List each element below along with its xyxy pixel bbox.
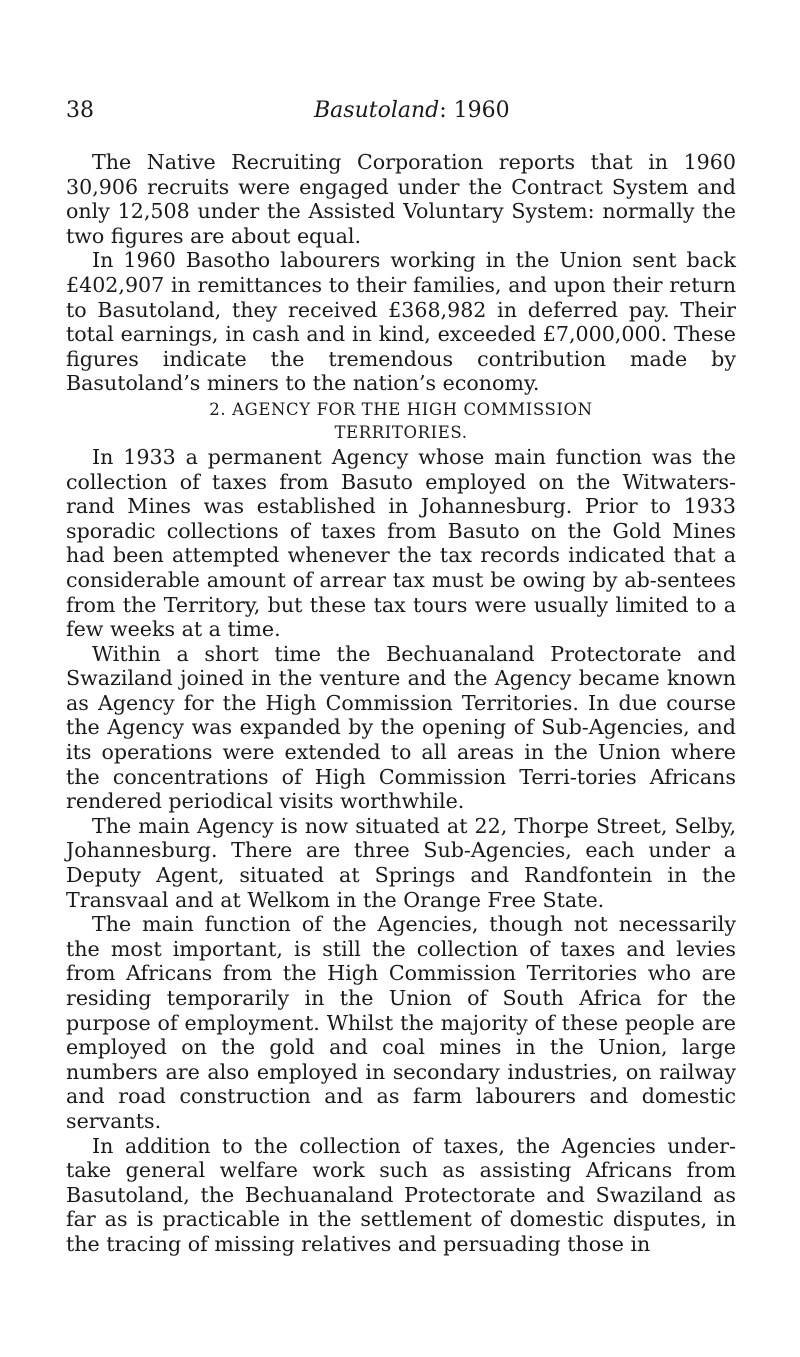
paragraph-agency-location: The main Agency is now situated at 22, Thorpe Street, Selby, Johannesburg. There are three Sub-Agencies, each under a Deputy Agent, situated at Springs and Randfontein in the Transvaal and at Welkom in the Orange Free State. [66,813,736,912]
paragraph-agency-function: The main function of the Agencies, though not necessarily the most important, is still the collection of taxes and levies from Africans from the High Commission Territories who are residing temporarily in the Union of South Africa for the purpose of employment. Whilst the majority of these people are employed on the gold and coal mines in the Union, large numbers are also employed in secondary industries, on railway and road construction and as farm labourers and domestic servants. [66,912,736,1133]
running-title-suffix: : 1960 [439,98,510,123]
paragraph-agency-history: In 1933 a permanent Agency whose main function was the collection of taxes from Basuto employed on the Witwaters-rand Mines was established in Johannesburg. Prior to 1933 sporadic collections of taxes from Basuto on the Gold Mines had been attempted whenever the tax records indicated that a considerable amount of arrear tax must be owing by ab-sentees from the Territory, but these tax tours were usually limited to a few weeks at a time. [66,444,736,642]
body-text [66,150,736,1257]
paragraph-remittances: In 1960 Basotho labourers working in the Union sent back £402,907 in remittances to their families, and upon their return to Basutoland, they received £368,982 in deferred pay. Their total earnings, in cash and in kind, exceeded £7,000,000. These figures indicate the tremendous contribution made by Basutoland’s miners to the nation’s economy. [66,248,736,396]
paragraph-welfare-work: In addition to the collection of taxes, the Agencies under-take general welfare work such as assisting Africans from Basutoland, the Bechuanaland Protectorate and Swaziland as far as is practicable in the settlement of domestic disputes, in the tracing of missing relatives and persuading those in [66,1133,736,1256]
section-heading-line-2: TERRITORIES. [334,422,468,442]
page-number: 38 [66,98,94,123]
running-header [66,98,736,130]
running-title [314,98,510,123]
section-heading-line-1: 2. AGENCY FOR THE HIGH COMMISSION [209,399,593,419]
paragraph-agency-expansion: Within a short time the Bechuanaland Protectorate and Swaziland joined in the venture and the Agency became known as Agency for the High Commission Territories. In due course the Agency was expanded by the opening of Sub-Agencies, and its operations were extended to all areas in the Union where the concentrations of High Commission Terri-tories Africans rendered periodical visits worthwhile. [66,641,736,814]
running-title-italic: Basutoland [314,98,440,123]
paragraph-recruiting: The Native Recruiting Corporation reports that in 1960 30,906 recruits were engaged under the Contract System and only 12,508 under the Assisted Voluntary System: normally the two figures are about equal. [66,150,736,248]
section-heading [66,396,736,445]
